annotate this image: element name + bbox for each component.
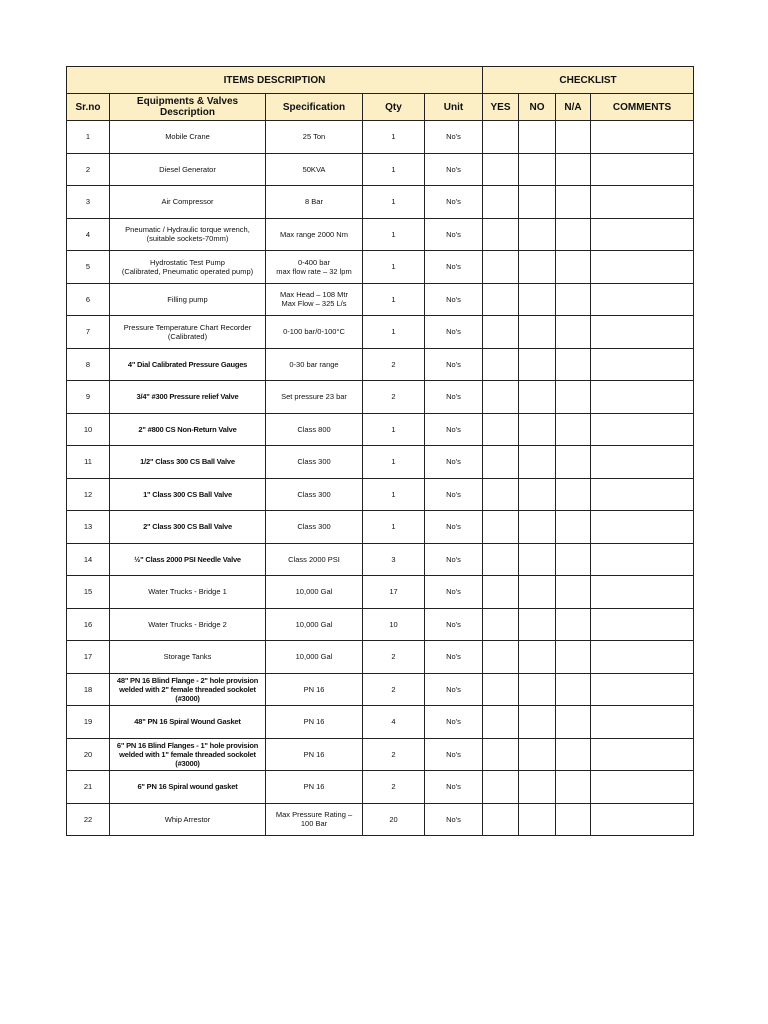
row-specification xyxy=(266,186,363,219)
table-row xyxy=(67,348,694,381)
checklist-no-cell[interactable] xyxy=(519,706,556,739)
comments-cell[interactable] xyxy=(591,738,694,771)
checklist-na-cell[interactable] xyxy=(556,316,591,349)
column-header-row xyxy=(67,94,694,121)
checklist-na-cell[interactable] xyxy=(556,251,591,284)
comments-cell[interactable] xyxy=(591,543,694,576)
row-description xyxy=(110,543,266,576)
row-srno: 13 xyxy=(67,511,110,544)
checklist-no-cell[interactable] xyxy=(519,511,556,544)
table-row xyxy=(67,608,694,641)
checklist-no-cell[interactable] xyxy=(519,641,556,674)
row-unit: No's xyxy=(425,446,483,479)
row-qty: 1 xyxy=(363,511,425,544)
checklist-na-cell[interactable] xyxy=(556,218,591,251)
row-description-line: 2" Class 300 CS Ball Valve xyxy=(143,522,232,532)
row-specification-line: 100 Bar xyxy=(300,819,328,829)
row-qty: 1 xyxy=(363,153,425,186)
col-na: N/A xyxy=(556,94,591,121)
table-row xyxy=(67,706,694,739)
row-unit: No's xyxy=(425,608,483,641)
row-specification xyxy=(266,413,363,446)
checklist-na-cell[interactable] xyxy=(556,381,591,414)
checklist-no-cell[interactable] xyxy=(519,381,556,414)
checklist-na-cell[interactable] xyxy=(556,478,591,511)
comments-cell[interactable] xyxy=(591,608,694,641)
comments-cell[interactable] xyxy=(591,446,694,479)
row-specification-line: Max range 2000 Nm xyxy=(280,229,348,239)
table-row xyxy=(67,478,694,511)
row-unit: No's xyxy=(425,283,483,316)
row-specification-line: Max Head – 108 Mtr xyxy=(280,290,348,300)
comments-cell[interactable] xyxy=(591,803,694,836)
row-description xyxy=(110,218,266,251)
checklist-na-cell[interactable] xyxy=(556,641,591,674)
row-description-line: Air Compressor xyxy=(161,197,214,207)
checklist-no-cell[interactable] xyxy=(519,348,556,381)
checklist-na-cell[interactable] xyxy=(556,186,591,219)
col-specification: Specification xyxy=(266,94,363,121)
comments-cell[interactable] xyxy=(591,316,694,349)
col-yes: YES xyxy=(483,94,519,121)
row-specification xyxy=(266,251,363,284)
checklist-yes-cell[interactable] xyxy=(483,803,519,836)
row-description xyxy=(110,641,266,674)
row-srno: 10 xyxy=(67,413,110,446)
row-description-line: 6" PN 16 Spiral wound gasket xyxy=(137,782,238,792)
row-description-line: welded with 1" female threaded sockolet xyxy=(119,749,256,759)
row-srno: 4 xyxy=(67,218,110,251)
row-description-line: Pneumatic / Hydraulic torque wrench, xyxy=(125,225,250,235)
row-srno: 7 xyxy=(67,316,110,349)
checklist-no-cell[interactable] xyxy=(519,283,556,316)
row-qty: 1 xyxy=(363,283,425,316)
table-row xyxy=(67,218,694,251)
row-srno: 2 xyxy=(67,153,110,186)
row-unit: No's xyxy=(425,413,483,446)
checklist-yes-cell[interactable] xyxy=(483,608,519,641)
row-specification-line: 25 Ton xyxy=(302,132,326,142)
row-specification xyxy=(266,543,363,576)
checklist-na-cell[interactable] xyxy=(556,738,591,771)
table-row xyxy=(67,381,694,414)
checklist-na-cell[interactable] xyxy=(556,153,591,186)
row-qty: 2 xyxy=(363,348,425,381)
comments-cell[interactable] xyxy=(591,251,694,284)
checklist-yes-cell[interactable] xyxy=(483,446,519,479)
row-description-line: (Calibrated, Pneumatic operated pump) xyxy=(121,266,254,276)
comments-cell[interactable] xyxy=(591,283,694,316)
row-description xyxy=(110,511,266,544)
checklist-no-cell[interactable] xyxy=(519,576,556,609)
row-specification-line: Max Pressure Rating – xyxy=(275,810,353,820)
col-unit: Unit xyxy=(425,94,483,121)
checklist-no-cell[interactable] xyxy=(519,413,556,446)
checklist-na-cell[interactable] xyxy=(556,348,591,381)
row-description-line: 4" Dial Calibrated Pressure Gauges xyxy=(127,359,248,369)
row-description-line: Pressure Temperature Chart Recorder xyxy=(123,322,252,332)
table-row xyxy=(67,543,694,576)
checklist-yes-cell[interactable] xyxy=(483,348,519,381)
checklist-no-cell[interactable] xyxy=(519,121,556,154)
checklist-table xyxy=(66,66,694,836)
checklist-yes-cell[interactable] xyxy=(483,218,519,251)
row-unit: No's xyxy=(425,316,483,349)
checklist-yes-cell[interactable] xyxy=(483,153,519,186)
row-unit: No's xyxy=(425,641,483,674)
row-srno: 17 xyxy=(67,641,110,674)
row-specification-line: Set pressure 23 bar xyxy=(281,392,347,402)
comments-cell[interactable] xyxy=(591,413,694,446)
row-specification xyxy=(266,153,363,186)
row-description xyxy=(110,348,266,381)
row-description-line: 1/2" Class 300 CS Ball Valve xyxy=(140,457,235,467)
checklist-yes-cell[interactable] xyxy=(483,771,519,804)
row-specification xyxy=(266,511,363,544)
checklist-no-cell[interactable] xyxy=(519,771,556,804)
row-unit: No's xyxy=(425,706,483,739)
comments-cell[interactable] xyxy=(591,348,694,381)
table-row xyxy=(67,641,694,674)
row-unit: No's xyxy=(425,381,483,414)
row-srno: 9 xyxy=(67,381,110,414)
row-description-line: Whip Arrestor xyxy=(164,814,211,824)
row-description-line: Water Trucks - Bridge 1 xyxy=(148,587,227,597)
checklist-header: CHECKLIST xyxy=(483,67,694,94)
row-qty: 1 xyxy=(363,478,425,511)
row-unit: No's xyxy=(425,511,483,544)
row-qty: 1 xyxy=(363,316,425,349)
table-body xyxy=(67,121,694,836)
checklist-na-cell[interactable] xyxy=(556,543,591,576)
row-qty: 1 xyxy=(363,251,425,284)
checklist-na-cell[interactable] xyxy=(556,121,591,154)
checklist-no-cell[interactable] xyxy=(519,153,556,186)
checklist-no-cell[interactable] xyxy=(519,478,556,511)
row-specification xyxy=(266,316,363,349)
checklist-yes-cell[interactable] xyxy=(483,673,519,706)
row-specification-line: 50KVA xyxy=(302,164,326,174)
comments-cell[interactable] xyxy=(591,511,694,544)
row-qty: 4 xyxy=(363,706,425,739)
row-description-line: (#3000) xyxy=(175,693,200,703)
row-specification-line: PN 16 xyxy=(303,684,325,694)
row-specification-line: 8 Bar xyxy=(305,197,323,207)
row-unit: No's xyxy=(425,251,483,284)
row-qty: 1 xyxy=(363,186,425,219)
row-description-line: (suitable sockets-70mm) xyxy=(146,234,229,244)
row-specification-line: 0-100 bar/0-100°C xyxy=(283,327,345,337)
checklist-yes-cell[interactable] xyxy=(483,283,519,316)
row-description-line: (#3000) xyxy=(175,758,200,768)
comments-cell[interactable] xyxy=(591,576,694,609)
row-description-line: Water Trucks - Bridge 2 xyxy=(148,619,227,629)
row-specification xyxy=(266,738,363,771)
row-description-line: 6" PN 16 Blind Flanges - 1" hole provision xyxy=(116,740,259,750)
row-srno: 12 xyxy=(67,478,110,511)
row-qty: 1 xyxy=(363,121,425,154)
row-unit: No's xyxy=(425,218,483,251)
comments-cell[interactable] xyxy=(591,673,694,706)
row-description-line: 1" Class 300 CS Ball Valve xyxy=(143,489,232,499)
row-description-line: Diesel Generator xyxy=(159,164,216,174)
checklist-na-cell[interactable] xyxy=(556,673,591,706)
row-unit: No's xyxy=(425,348,483,381)
row-unit: No's xyxy=(425,186,483,219)
checklist-yes-cell[interactable] xyxy=(483,511,519,544)
checklist-yes-cell[interactable] xyxy=(483,706,519,739)
checklist-no-cell[interactable] xyxy=(519,803,556,836)
section-header-row xyxy=(67,67,694,94)
row-description xyxy=(110,706,266,739)
items-description-header: ITEMS DESCRIPTION xyxy=(67,67,483,94)
table-row xyxy=(67,283,694,316)
checklist-na-cell[interactable] xyxy=(556,608,591,641)
row-srno: 5 xyxy=(67,251,110,284)
row-description-line: welded with 2" female threaded sockolet xyxy=(119,684,256,694)
row-description xyxy=(110,478,266,511)
row-specification xyxy=(266,348,363,381)
row-specification-line: 10,000 Gal xyxy=(295,619,333,629)
row-specification-line: 0-400 bar xyxy=(297,257,331,267)
row-srno: 16 xyxy=(67,608,110,641)
row-qty: 1 xyxy=(363,446,425,479)
row-specification xyxy=(266,673,363,706)
row-specification xyxy=(266,706,363,739)
row-description-line: Hydrostatic Test Pump xyxy=(150,257,225,267)
row-qty: 10 xyxy=(363,608,425,641)
table-row xyxy=(67,153,694,186)
row-specification-line: Class 800 xyxy=(297,424,331,434)
col-description: Equipments & Valves Description xyxy=(110,94,266,121)
checklist-no-cell[interactable] xyxy=(519,218,556,251)
table-row xyxy=(67,803,694,836)
row-description xyxy=(110,316,266,349)
row-specification-line: PN 16 xyxy=(303,749,325,759)
row-unit: No's xyxy=(425,478,483,511)
row-description xyxy=(110,738,266,771)
row-specification-line: PN 16 xyxy=(303,782,325,792)
row-description xyxy=(110,803,266,836)
row-qty: 1 xyxy=(363,218,425,251)
row-qty: 20 xyxy=(363,803,425,836)
checklist-yes-cell[interactable] xyxy=(483,251,519,284)
table-row xyxy=(67,413,694,446)
comments-cell[interactable] xyxy=(591,381,694,414)
row-description-line: (Calibrated) xyxy=(167,331,208,341)
row-description xyxy=(110,283,266,316)
table-row xyxy=(67,576,694,609)
row-specification-line: 0-30 bar range xyxy=(289,359,339,369)
row-specification xyxy=(266,641,363,674)
row-specification xyxy=(266,608,363,641)
checklist-yes-cell[interactable] xyxy=(483,738,519,771)
row-specification-line: PN 16 xyxy=(303,717,325,727)
row-unit: No's xyxy=(425,738,483,771)
table-row xyxy=(67,738,694,771)
table-row xyxy=(67,771,694,804)
comments-cell[interactable] xyxy=(591,706,694,739)
checklist-na-cell[interactable] xyxy=(556,771,591,804)
table-row xyxy=(67,316,694,349)
row-specification-line: Class 300 xyxy=(297,522,331,532)
row-specification xyxy=(266,803,363,836)
row-qty: 2 xyxy=(363,381,425,414)
row-srno: 22 xyxy=(67,803,110,836)
row-description xyxy=(110,608,266,641)
checklist-no-cell[interactable] xyxy=(519,738,556,771)
row-specification-line: 10,000 Gal xyxy=(295,652,333,662)
table-row xyxy=(67,186,694,219)
row-qty: 2 xyxy=(363,771,425,804)
row-unit: No's xyxy=(425,543,483,576)
checklist-na-cell[interactable] xyxy=(556,283,591,316)
comments-cell[interactable] xyxy=(591,153,694,186)
row-srno: 18 xyxy=(67,673,110,706)
row-unit: No's xyxy=(425,121,483,154)
row-srno: 19 xyxy=(67,706,110,739)
row-description-line: ½" Class 2000 PSI Needle Valve xyxy=(134,554,241,564)
checklist-na-cell[interactable] xyxy=(556,446,591,479)
row-srno: 8 xyxy=(67,348,110,381)
row-description xyxy=(110,251,266,284)
row-specification xyxy=(266,446,363,479)
checklist-yes-cell[interactable] xyxy=(483,478,519,511)
row-description xyxy=(110,413,266,446)
row-unit: No's xyxy=(425,576,483,609)
checklist-yes-cell[interactable] xyxy=(483,641,519,674)
row-unit: No's xyxy=(425,673,483,706)
checklist-no-cell[interactable] xyxy=(519,316,556,349)
row-srno: 3 xyxy=(67,186,110,219)
table-row xyxy=(67,121,694,154)
row-specification xyxy=(266,283,363,316)
row-specification xyxy=(266,381,363,414)
row-specification-line: Class 300 xyxy=(297,489,331,499)
comments-cell[interactable] xyxy=(591,121,694,154)
row-specification-line: 10,000 Gal xyxy=(295,587,333,597)
row-description xyxy=(110,153,266,186)
row-description xyxy=(110,446,266,479)
row-description xyxy=(110,576,266,609)
row-srno: 6 xyxy=(67,283,110,316)
checklist-yes-cell[interactable] xyxy=(483,413,519,446)
comments-cell[interactable] xyxy=(591,478,694,511)
table-row xyxy=(67,511,694,544)
row-description-line: 48" PN 16 Spiral Wound Gasket xyxy=(134,717,241,727)
table-row xyxy=(67,446,694,479)
checklist-no-cell[interactable] xyxy=(519,608,556,641)
checklist-no-cell[interactable] xyxy=(519,543,556,576)
row-qty: 2 xyxy=(363,673,425,706)
row-unit: No's xyxy=(425,771,483,804)
checklist-no-cell[interactable] xyxy=(519,186,556,219)
comments-cell[interactable] xyxy=(591,771,694,804)
comments-cell[interactable] xyxy=(591,218,694,251)
checklist-na-cell[interactable] xyxy=(556,576,591,609)
row-description-line: 48" PN 16 Blind Flange - 2" hole provision xyxy=(116,675,259,685)
table-row xyxy=(67,251,694,284)
checklist-yes-cell[interactable] xyxy=(483,543,519,576)
row-description xyxy=(110,771,266,804)
row-srno: 20 xyxy=(67,738,110,771)
checklist-yes-cell[interactable] xyxy=(483,121,519,154)
row-qty: 17 xyxy=(363,576,425,609)
row-description-line: Storage Tanks xyxy=(163,652,212,662)
row-unit: No's xyxy=(425,803,483,836)
row-description xyxy=(110,673,266,706)
col-qty: Qty xyxy=(363,94,425,121)
checklist-yes-cell[interactable] xyxy=(483,381,519,414)
row-specification-line: Class 2000 PSI xyxy=(288,554,340,564)
row-srno: 1 xyxy=(67,121,110,154)
checklist-no-cell[interactable] xyxy=(519,446,556,479)
row-specification xyxy=(266,121,363,154)
row-qty: 3 xyxy=(363,543,425,576)
row-description-line: 2" #800 CS Non-Return Valve xyxy=(138,424,237,434)
checklist-na-cell[interactable] xyxy=(556,803,591,836)
table-row xyxy=(67,673,694,706)
comments-cell[interactable] xyxy=(591,186,694,219)
row-specification xyxy=(266,478,363,511)
row-specification-line: max flow rate – 32 lpm xyxy=(276,266,352,276)
row-specification xyxy=(266,576,363,609)
row-qty: 2 xyxy=(363,641,425,674)
row-description-line: 3/4" #300 Pressure relief Valve xyxy=(136,392,239,402)
row-description xyxy=(110,381,266,414)
row-qty: 2 xyxy=(363,738,425,771)
row-srno: 15 xyxy=(67,576,110,609)
row-srno: 21 xyxy=(67,771,110,804)
row-srno: 11 xyxy=(67,446,110,479)
row-specification-line: Max Flow – 325 L/s xyxy=(281,299,347,309)
row-specification xyxy=(266,218,363,251)
row-srno: 14 xyxy=(67,543,110,576)
checklist-no-cell[interactable] xyxy=(519,673,556,706)
checklist-na-cell[interactable] xyxy=(556,413,591,446)
checklist-yes-cell[interactable] xyxy=(483,316,519,349)
row-qty: 1 xyxy=(363,413,425,446)
row-description-line: Filling pump xyxy=(167,294,208,304)
col-comments: COMMENTS xyxy=(591,94,694,121)
checklist-yes-cell[interactable] xyxy=(483,576,519,609)
row-description-line: Mobile Crane xyxy=(165,132,210,142)
row-specification-line: Class 300 xyxy=(297,457,331,467)
checklist-no-cell[interactable] xyxy=(519,251,556,284)
row-unit: No's xyxy=(425,153,483,186)
checklist-yes-cell[interactable] xyxy=(483,186,519,219)
checklist-na-cell[interactable] xyxy=(556,706,591,739)
row-description xyxy=(110,121,266,154)
col-srno: Sr.no xyxy=(67,94,110,121)
col-no: NO xyxy=(519,94,556,121)
checklist-na-cell[interactable] xyxy=(556,511,591,544)
row-specification xyxy=(266,771,363,804)
comments-cell[interactable] xyxy=(591,641,694,674)
row-description xyxy=(110,186,266,219)
